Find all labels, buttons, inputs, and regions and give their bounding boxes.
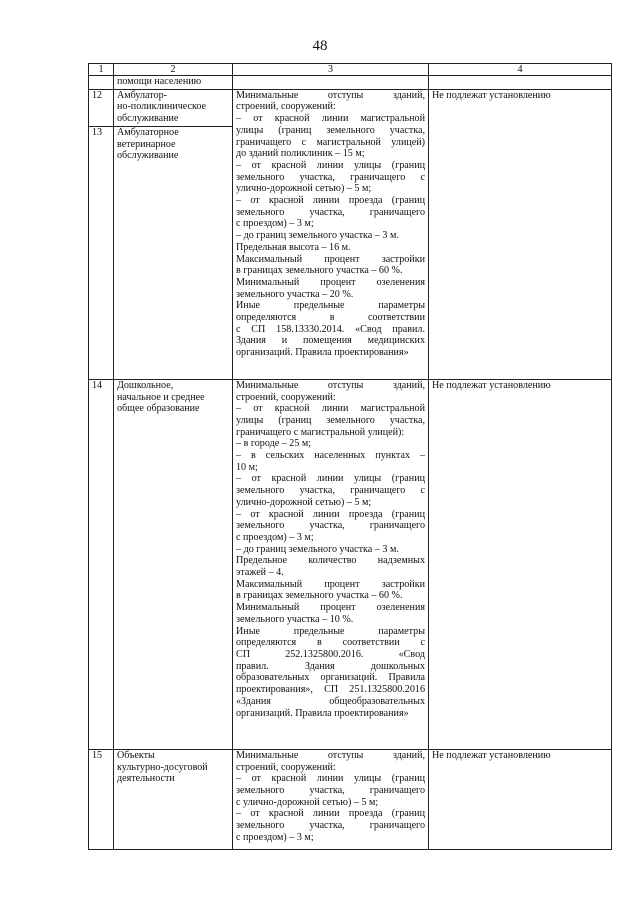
requirement-line: – от красной линии проезда (границ (236, 808, 425, 820)
row-requirements (233, 76, 429, 90)
requirement-line: земельного участка, граничащего (236, 784, 425, 796)
requirement-line: – от красной линии улицы (границ (236, 473, 425, 485)
requirement-line: Иные предельные параметры (236, 625, 425, 637)
requirement-line: организаций. Правила проектирования» (236, 707, 409, 719)
requirement-line: земельного участка – 10 %. (236, 613, 354, 625)
requirement-line: земельного участка, граничащего (236, 206, 425, 218)
name-line: обслуживание (117, 150, 179, 162)
row-note: Не подлежат установлению (429, 749, 612, 849)
requirement-line: Предельное количество надземных (236, 555, 425, 567)
requirement-line: проектирования», СП 251.1325800.2016 (236, 684, 425, 696)
requirement-line: Минимальный процент озеленения (236, 602, 425, 614)
requirement-line: улицы (границ земельного участка, (236, 124, 425, 136)
table-header-row (89, 64, 612, 76)
requirement-line: – в сельских населенных пунктах – (236, 450, 425, 462)
requirement-line: – до границ земельного участка – 3 м. (236, 543, 399, 555)
row-name (114, 379, 233, 749)
name-line: Дошкольное, (117, 379, 174, 391)
name-line: общее образование (117, 403, 200, 415)
requirement-line: граничащего с магистральной улицей) (236, 136, 425, 148)
requirement-line: – от красной линии проезда (границ (236, 195, 425, 207)
requirement-line: земельного участка, граничащего (236, 520, 425, 532)
requirement-line: определяются в соответствии (236, 312, 425, 324)
requirement-line: – от красной линии проезда (границ (236, 508, 425, 520)
requirement-line: правил. Здания дошкольных (236, 660, 425, 672)
name-line: деятельности (117, 773, 175, 785)
row-number: 15 (89, 749, 114, 849)
requirement-line: Минимальные отступы зданий, (236, 379, 425, 391)
requirement-line: Предельная высота – 16 м. (236, 241, 351, 253)
row-name (114, 126, 233, 379)
page-number: 48 (312, 38, 328, 54)
column-header: 4 (429, 64, 612, 76)
row-note: Не подлежат установлению (429, 379, 612, 749)
requirement-line: строений, сооружений: (236, 761, 336, 773)
requirement-line: земельного участка, граничащего (236, 820, 425, 832)
requirement-line: 10 м; (236, 461, 258, 473)
name-line: ветеринарное (117, 138, 176, 150)
name-line: Амбулатор- (117, 89, 168, 101)
row-requirements (233, 89, 429, 379)
requirement-line: строений, сооружений: (236, 101, 336, 113)
requirement-line: в границах земельного участка – 60 %. (236, 590, 403, 602)
requirement-line: улично-дорожной сетью) – 5 м; (236, 496, 372, 508)
name-line: начальное и среднее (117, 391, 205, 403)
column-header: 3 (233, 64, 429, 76)
requirement-line: Минимальные отступы зданий, (236, 749, 425, 761)
requirement-line: – от красной линии магистральной (236, 113, 425, 125)
requirement-line: улично-дорожной сетью) – 5 м; (236, 183, 372, 195)
requirement-line: Иные предельные параметры (236, 300, 425, 312)
requirement-line: Минимальные отступы зданий, (236, 89, 425, 101)
name-line: культурно-досуговой (117, 761, 208, 773)
requirement-line: этажей – 4. (236, 567, 284, 579)
requirement-line: Максимальный процент застройки (236, 253, 425, 265)
table-row (89, 89, 612, 126)
requirement-line: – от красной линии магистральной (236, 403, 425, 415)
requirement-line: образовательных организаций. Правила (236, 672, 425, 684)
row-number: 12 (89, 89, 114, 126)
requirement-line: – до границ земельного участка – 3 м. (236, 230, 399, 242)
requirement-line: Максимальный процент застройки (236, 578, 425, 590)
name-line: но-поликлиническое (117, 101, 207, 113)
row-number (89, 76, 114, 90)
row-number: 13 (89, 126, 114, 379)
requirement-line: – от красной линии улицы (границ (236, 773, 425, 785)
requirement-line: земельного участка, граничащего с (236, 171, 425, 183)
row-requirements (233, 749, 429, 849)
requirement-line: улицы (границ земельного участка, (236, 414, 425, 426)
row-note: Не подлежат установлению (429, 89, 612, 379)
name-line: обслуживание (117, 113, 179, 125)
requirement-line: «Здания общеобразовательных (236, 695, 425, 707)
row-name (114, 89, 233, 126)
name-line: помощи населению (117, 76, 202, 87)
requirement-line: земельного участка, граничащего с (236, 485, 425, 497)
requirement-line: с проездом) – 3 м; (236, 831, 314, 843)
row-requirements (233, 379, 429, 749)
requirement-line: земельного участка – 20 %. (236, 288, 354, 300)
name-line: Объекты (117, 749, 155, 761)
requirement-line: в границах земельного участка – 60 %. (236, 265, 403, 277)
requirement-line: с улично-дорожной сетью) – 5 м; (236, 796, 379, 808)
column-header: 1 (89, 64, 114, 76)
requirement-line: строений, сооружений: (236, 391, 336, 403)
table-row (89, 379, 612, 749)
requirement-line: организаций. Правила проектирования» (236, 347, 409, 359)
regulations-table (88, 63, 612, 850)
requirement-line: с проездом) – 3 м; (236, 218, 314, 230)
table-row-continuation (89, 76, 612, 90)
requirement-line: СП 252.1325800.2016. «Свод (236, 648, 425, 660)
requirement-line: до зданий поликлиник – 15 м; (236, 148, 365, 160)
column-header: 2 (114, 64, 233, 76)
row-name (114, 76, 233, 90)
requirement-line: с СП 158.13330.2014. «Свод правил. (236, 323, 425, 335)
requirement-line: – от красной линии улицы (границ (236, 159, 425, 171)
requirement-line: определяются в соответствии с (236, 637, 425, 649)
table-row (89, 749, 612, 849)
requirement-line: Минимальный процент озеленения (236, 276, 425, 288)
row-name (114, 749, 233, 849)
requirement-line: граничащего с магистральной улицей): (236, 426, 405, 438)
requirement-line: с проездом) – 3 м; (236, 531, 314, 543)
row-note (429, 76, 612, 90)
row-number: 14 (89, 379, 114, 749)
requirement-line: – в городе – 25 м; (236, 438, 312, 450)
name-line: Амбулаторное (117, 126, 179, 138)
requirement-line: Здания и помещения медицинских (236, 335, 425, 347)
